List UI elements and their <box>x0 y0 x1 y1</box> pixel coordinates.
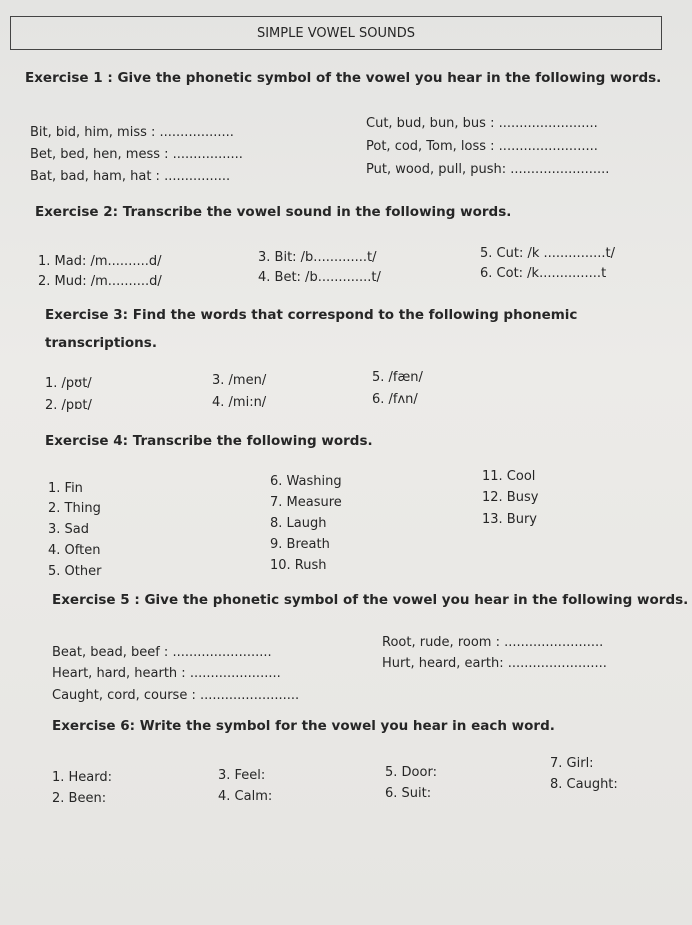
exercise-3-heading: Exercise 3: Find the words that correspond to the following phonemic <box>45 307 578 323</box>
ex3-item: 3. /men/ <box>212 373 267 388</box>
ex5-line: Caught, cord, course : ........................ <box>52 688 300 703</box>
ex1-line: Bit, bid, him, miss : .................. <box>30 125 234 140</box>
ex4-item: 12. Busy <box>482 490 539 505</box>
ex1-line: Cut, bud, bun, bus : ........................ <box>366 116 598 131</box>
ex4-item: 7. Measure <box>270 495 342 510</box>
ex2-item: 5. Cut: /k ...............t/ <box>480 246 615 261</box>
exercise-3-heading-cont: transcriptions. <box>45 335 157 351</box>
ex1-line: Pot, cod, Tom, loss : ........................ <box>366 139 598 154</box>
exercise-2-heading: Exercise 2: Transcribe the vowel sound in the following words. <box>35 204 512 220</box>
ex5-line: Beat, bead, beef : ........................ <box>52 645 272 660</box>
ex3-item: 1. /pʊt/ <box>45 376 92 391</box>
ex4-item: 4. Often <box>48 543 101 558</box>
exercise-1-heading: Exercise 1 : Give the phonetic symbol of the vowel you hear in the following words. <box>25 70 662 86</box>
ex6-item: 5. Door: <box>385 765 437 780</box>
page-title: SIMPLE VOWEL SOUNDS <box>256 26 416 41</box>
ex4-item: 11. Cool <box>482 469 536 484</box>
ex4-item: 6. Washing <box>270 474 342 489</box>
ex4-item: 10. Rush <box>270 558 327 573</box>
exercise-6-heading: Exercise 6: Write the symbol for the vowel you hear in each word. <box>52 718 555 734</box>
ex6-item: 7. Girl: <box>550 756 594 771</box>
exercise-5-heading: Exercise 5 : Give the phonetic symbol of the vowel you hear in the following words. <box>52 592 689 608</box>
ex1-line: Bet, bed, hen, mess : ................. <box>30 147 243 162</box>
ex4-item: 8. Laugh <box>270 516 327 531</box>
ex2-item: 1. Mad: /m..........d/ <box>38 254 162 269</box>
ex6-item: 4. Calm: <box>218 789 273 804</box>
ex3-item: 5. /fæn/ <box>372 370 423 385</box>
ex2-item: 6. Cot: /k...............t <box>480 266 607 281</box>
ex2-item: 2. Mud: /m..........d/ <box>38 274 162 289</box>
ex6-item: 8. Caught: <box>550 777 618 792</box>
ex4-item: 5. Other <box>48 564 102 579</box>
ex6-item: 2. Been: <box>52 791 107 806</box>
ex4-item: 1. Fin <box>48 481 83 496</box>
ex2-item: 3. Bit: /b.............t/ <box>258 250 377 265</box>
ex1-line: Put, wood, pull, push: ........................ <box>366 162 610 177</box>
ex3-item: 4. /mi:n/ <box>212 395 267 410</box>
exercise-4-heading: Exercise 4: Transcribe the following words. <box>45 433 373 449</box>
ex6-item: 1. Heard: <box>52 770 113 785</box>
ex6-item: 6. Suit: <box>385 786 432 801</box>
ex4-item: 3. Sad <box>48 522 90 537</box>
ex5-line: Root, rude, room : ........................ <box>382 635 604 650</box>
title-box <box>10 16 662 50</box>
ex3-item: 6. /fʌn/ <box>372 392 418 407</box>
ex5-line: Hurt, heard, earth: ........................ <box>382 656 607 671</box>
ex3-item: 2. /pɒt/ <box>45 398 92 413</box>
ex2-item: 4. Bet: /b.............t/ <box>258 270 381 285</box>
ex4-item: 2. Thing <box>48 501 101 516</box>
ex6-item: 3. Feel: <box>218 768 266 783</box>
ex4-item: 13. Bury <box>482 512 538 527</box>
ex1-line: Bat, bad, ham, hat : ................ <box>30 169 231 184</box>
ex5-line: Heart, hard, hearth : ...................... <box>52 666 281 681</box>
ex4-item: 9. Breath <box>270 537 330 552</box>
